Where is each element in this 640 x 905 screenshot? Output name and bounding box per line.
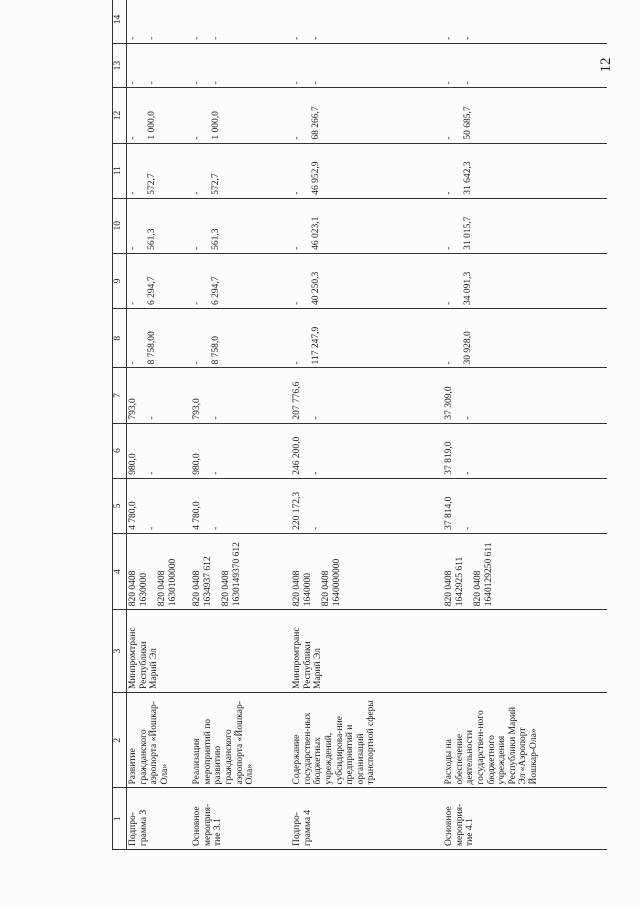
table-row	[443, 0, 607, 850]
cell-value: -	[210, 36, 221, 40]
cell-value: -	[310, 36, 321, 40]
col-header: 12	[113, 88, 127, 143]
cell-value: 8 758,0	[210, 335, 221, 365]
cell-value: 220 172,3	[292, 491, 302, 530]
cell-code-old: 820 0408 1640000	[292, 570, 313, 607]
cell-value: 1 000,0	[210, 111, 221, 140]
cell-value: -	[210, 416, 221, 420]
table-row	[191, 0, 291, 850]
cell-code-old: 820 0408 1634937 612	[192, 556, 213, 607]
cell-name: Развитие гражданского аэропорта «Йошкар-Ола»	[127, 693, 192, 788]
cell-value: 37 309,0	[444, 386, 454, 420]
cell-value: -	[292, 301, 302, 306]
cell-value: -	[292, 136, 302, 140]
cell-value: 561,3	[210, 228, 221, 250]
col-header: 13	[113, 43, 127, 88]
cell-value: -	[128, 81, 138, 85]
cell-value: -	[292, 246, 302, 250]
col-header: 10	[113, 198, 127, 253]
cell-value: -	[192, 36, 202, 40]
cell-value: -	[128, 36, 138, 40]
cell-value: 793,0	[192, 398, 202, 420]
cell-value: 6 294,7	[210, 276, 221, 306]
cell-value: 246 200,0	[292, 436, 302, 475]
cell-value: -	[444, 246, 454, 250]
cell-value: -	[192, 81, 202, 85]
cell-value: 37 819,0	[444, 441, 454, 475]
cell-value: 34 091,3	[462, 271, 473, 306]
cell-value: -	[444, 191, 454, 195]
cell-value: 50 685,7	[462, 106, 473, 140]
cell-value: -	[444, 81, 454, 85]
col-header: 1	[113, 788, 127, 850]
cell-value: -	[462, 81, 473, 85]
rotated-table-container	[112, 0, 632, 850]
cell-value: 980,0	[192, 453, 202, 475]
cell-name: Реализация мероприятий по развитию гражданского аэропорта «Йошкар-Ола»	[191, 693, 291, 788]
cell-executor: Минпромтранс Республики Марий Эл	[291, 610, 443, 693]
cell-value: 37 814,0	[444, 496, 454, 530]
cell-program: Подпро-грамма 3	[127, 788, 192, 850]
cell-value: -	[292, 81, 302, 85]
cell-value: 46 023,1	[310, 216, 321, 250]
cell-code-old: 820 0408 1642925 611	[444, 556, 465, 607]
cell-code-old: 820 0408 1630000	[128, 570, 149, 607]
header-row	[113, 0, 127, 850]
col-header: 8	[113, 309, 127, 368]
table-row	[127, 0, 192, 850]
cell-value: -	[210, 81, 221, 85]
cell-value: -	[444, 361, 454, 365]
cell-name: Расходы на обеспечение деятельности государствен-ного бюджетного учреждения Республики Марий Эл «Аэропорт Йошкар-Ола»	[443, 693, 607, 788]
cell-executor	[443, 610, 607, 693]
cell-program: Основное мероприя-тие 3.1	[191, 788, 291, 850]
cell-value: -	[462, 471, 473, 475]
cell-value: -	[128, 136, 138, 140]
cell-code-new: 820 0408 1630100000	[157, 558, 178, 607]
cell-value: -	[192, 301, 202, 306]
cell-value: -	[192, 136, 202, 140]
cell-value: 46 952,9	[310, 161, 321, 195]
cell-value: -	[444, 136, 454, 140]
cell-value: -	[310, 471, 321, 475]
cell-value: -	[128, 246, 138, 250]
cell-value: 572,7	[210, 173, 221, 195]
cell-value: 561,3	[146, 228, 157, 250]
cell-value: -	[292, 36, 302, 40]
col-header: 11	[113, 143, 127, 198]
cell-code-new: 820 0408 1640129250 611	[473, 542, 494, 607]
cell-value: 117 247,9	[310, 326, 321, 365]
cell-program: Основное мероприя-тие 4.1	[443, 788, 607, 850]
col-header: 2	[113, 693, 127, 788]
cell-value: -	[146, 471, 157, 475]
cell-name: Содержание государствен-ных бюджетных учреждений, субсидирова-ние предприятий и организаций транспортной сферы	[291, 693, 443, 788]
cell-value: -	[128, 301, 138, 306]
cell-value: 40 250,3	[310, 271, 321, 306]
col-header: 5	[113, 478, 127, 533]
cell-value: 31 015,7	[462, 216, 473, 250]
cell-value: -	[146, 416, 157, 420]
cell-value: 1 000,0	[146, 111, 157, 140]
cell-value: -	[310, 526, 321, 530]
cell-value: 793,0	[128, 398, 138, 420]
col-header: 14	[113, 0, 127, 43]
col-header: 4	[113, 533, 127, 609]
cell-value: 4 780,0	[128, 501, 138, 530]
cell-value: 207 776,6	[292, 381, 302, 420]
page-number: 12	[598, 57, 614, 73]
cell-value: -	[128, 191, 138, 195]
table-row	[291, 0, 443, 850]
cell-value: 980,0	[128, 453, 138, 475]
cell-program: Подпро-грамма 4	[291, 788, 443, 850]
cell-value: -	[210, 471, 221, 475]
col-header: 7	[113, 368, 127, 423]
cell-value: -	[462, 526, 473, 530]
cell-value: 30 928,0	[462, 331, 473, 365]
cell-value: 31 642,3	[462, 161, 473, 195]
col-header: 6	[113, 423, 127, 478]
cell-value: -	[192, 246, 202, 250]
cell-value: -	[462, 416, 473, 420]
col-header: 3	[113, 610, 127, 693]
cell-value: -	[292, 361, 302, 365]
cell-value: -	[192, 191, 202, 195]
cell-value: 8 758,00	[146, 331, 157, 365]
cell-value: -	[128, 361, 138, 365]
cell-value: -	[146, 526, 157, 530]
cell-value: -	[444, 301, 454, 306]
cell-value: 6 294,7	[146, 276, 157, 306]
cell-value: -	[462, 36, 473, 40]
cell-value: 4 780,0	[192, 501, 202, 530]
col-header: 9	[113, 253, 127, 308]
cell-value: -	[310, 416, 321, 420]
cell-value: 68 266,7	[310, 106, 321, 140]
cell-value: -	[292, 191, 302, 195]
cell-value: -	[310, 81, 321, 85]
budget-table	[112, 0, 607, 850]
cell-value: -	[210, 526, 221, 530]
cell-value: -	[444, 36, 454, 40]
cell-code-new: 820 0408 1630149370 612	[221, 542, 242, 607]
cell-value: -	[146, 36, 157, 40]
cell-executor: Минпромтранс Республики Марий Эл	[127, 610, 192, 693]
cell-value: -	[146, 81, 157, 85]
cell-value: 572,7	[146, 173, 157, 195]
cell-executor	[191, 610, 291, 693]
cell-value: -	[192, 361, 202, 365]
cell-code-new: 820 0408 1640000000	[321, 558, 342, 607]
